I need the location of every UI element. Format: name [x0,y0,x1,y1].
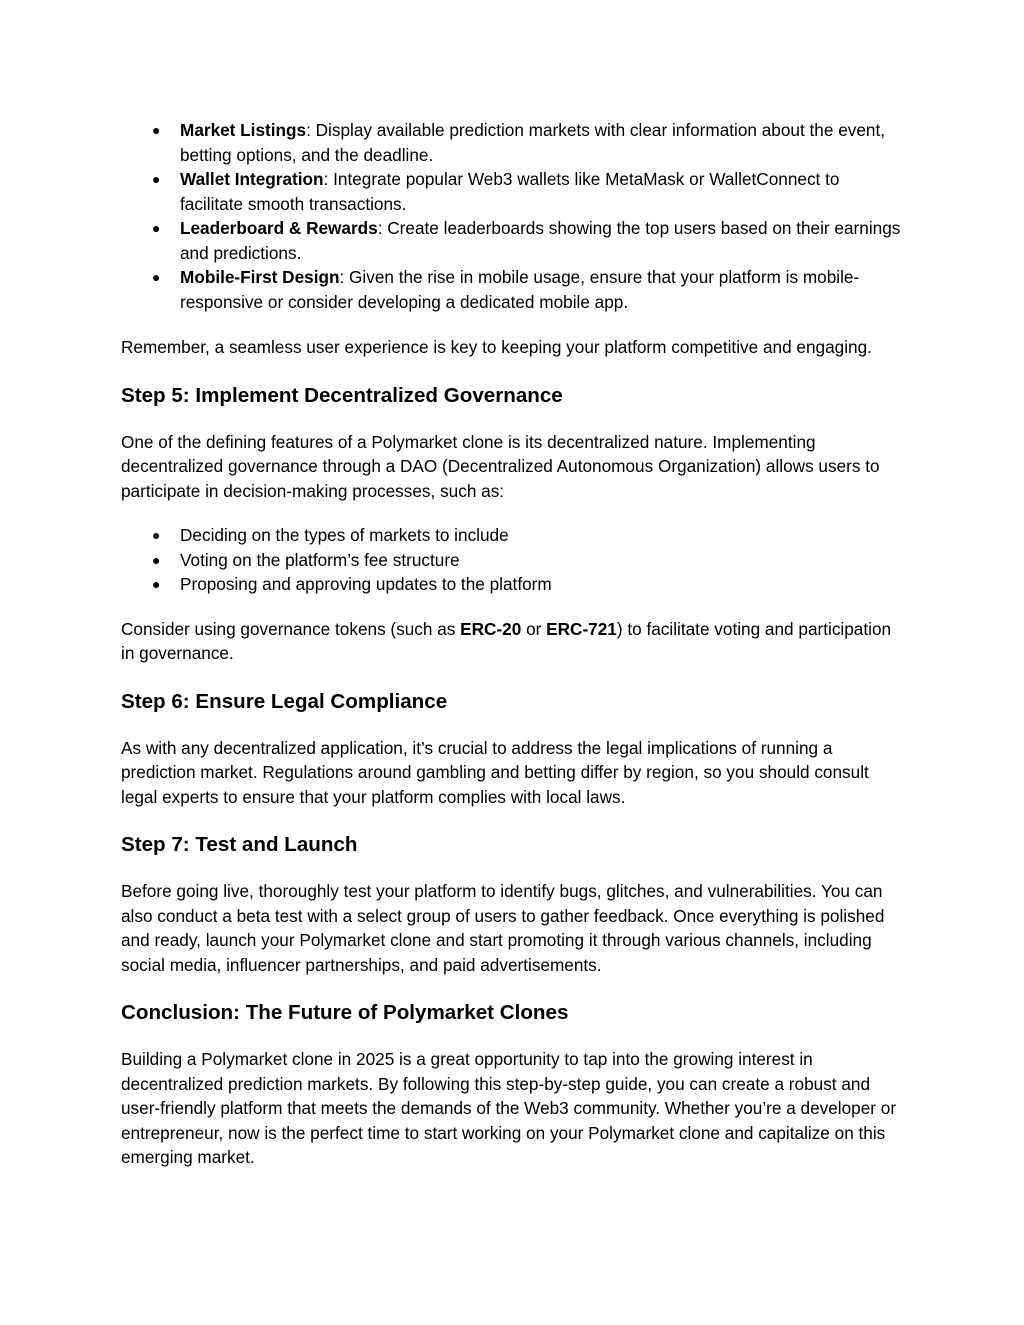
list-item [121,118,906,167]
features-list [121,118,906,314]
bullet-icon: ● [152,551,161,568]
step5-heading: Step 5: Implement Decentralized Governance [121,383,563,407]
step6-paragraph: As with any decentralized application, it’s crucial to address the legal implications of running a prediction market. Regulations around gambling and betting differ by region, so you should consult legal experts to ensure that your platform complies with local laws. [121,737,869,807]
tokens-text-1: Consider using governance tokens (such as [121,618,461,639]
list-item [121,265,906,314]
step7-paragraph: Before going live, thoroughly test your platform to identify bugs, glitches, and vulnerabilities. You can also conduct a beta test with a select group of users to gather feedback. Once everything is polished and ready, launch your Polymarket clone and start promoting it through various channels, including social media, influencer partnerships, and paid advertisements. [121,881,885,975]
list-item-text: Deciding on the types of markets to include [180,525,509,545]
ux-paragraph: Remember, a seamless user experience is key to keeping your platform competitive and engaging. [121,337,872,357]
conclusion-paragraph: Building a Polymarket clone in 2025 is a great opportunity to tap into the growing interest in decentralized prediction markets. By following this step-by-step guide, you can create a robust and user-friendly platform that meets the demands of the Web3 community. Whether you’re a developer or entrepreneur, now is the perfect time to start working on your Polymarket clone and capitalize on this emerging market. [121,1049,897,1167]
bullet-icon: ● [152,576,161,592]
bullet-icon: ● [152,269,161,285]
step7-heading: Step 7: Test and Launch [121,833,358,856]
bullet-icon: ● [152,527,161,543]
list-item-text: : Create leaderboards showing the top users based on their earnings and predictions. [180,218,901,263]
conclusion-heading: Conclusion: The Future of Polymarket Clones [121,1001,569,1024]
list-item [121,548,906,573]
document-page [121,118,906,1170]
step5-paragraph: One of the defining features of a Polymarket clone is its decentralized nature. Implementing decentralized governance through a DAO (Decentralized Autonomous Organization) allows users to participate in decision-making processes, such as: [121,431,880,501]
tokens-text-2: or [521,618,547,639]
list-item-term: Market Listings [180,120,307,140]
list-item [121,216,906,265]
bullet-icon: ● [152,122,161,138]
erc20-term: ERC-20 [460,618,522,639]
step6-heading: Step 6: Ensure Legal Compliance [121,689,448,713]
list-item-term: Mobile-First Design [180,267,340,287]
list-item [121,523,906,548]
bullet-icon: ● [152,220,161,236]
list-item-text: Voting on the platform’s fee structure [180,549,460,570]
bullet-icon: ● [152,171,161,187]
governance-list [121,523,906,597]
list-item-text: : Display available prediction markets with clear information about the event, betting options, and the deadline. [180,120,886,165]
list-item [121,167,906,216]
list-item-text: : Given the rise in mobile usage, ensure that your platform is mobile-responsive or consider developing a dedicated mobile app. [180,267,860,312]
list-item-text: Proposing and approving updates to the platform [180,574,552,594]
tokens-text-3: ) to facilitate voting and participation in governance. [121,618,892,663]
list-item-term: Leaderboard & Rewards [180,218,378,238]
tokens-paragraph [121,617,906,666]
list-item-text: : Integrate popular Web3 wallets like MetaMask or WalletConnect to facilitate smooth transactions. [180,169,840,214]
list-item-term: Wallet Integration [180,169,324,189]
erc721-term: ERC-721 [546,618,617,639]
list-item [121,572,906,597]
